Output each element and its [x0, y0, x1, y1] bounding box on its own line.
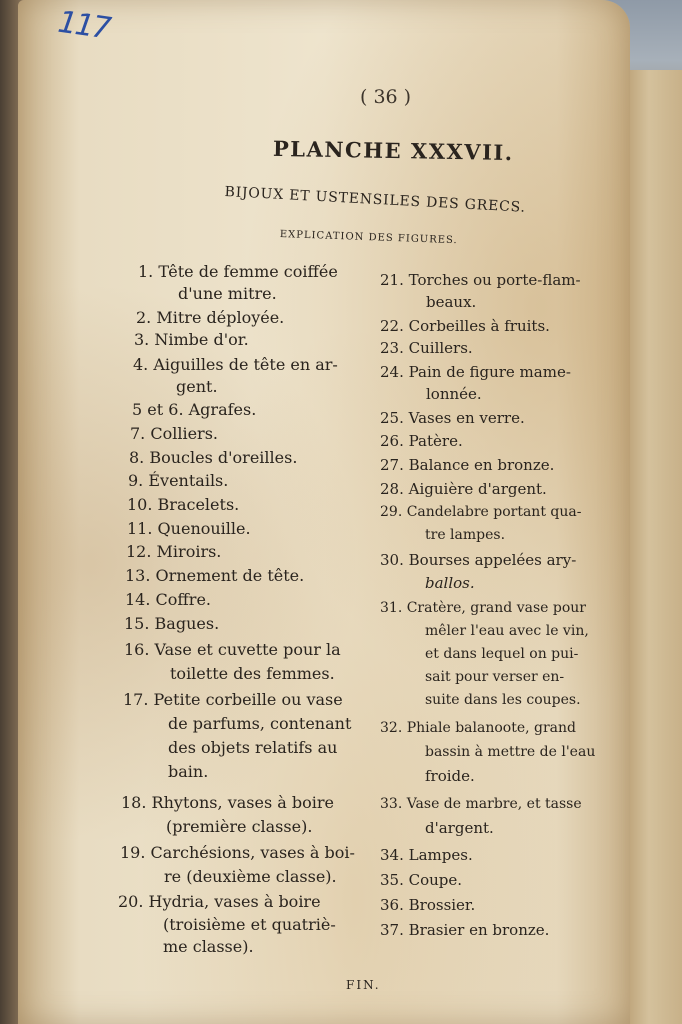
list-item-continuation: d'argent.	[425, 819, 494, 837]
list-item-continuation: (troisième et quatriè-	[163, 915, 336, 934]
list-item-continuation: des objets relatifs au	[168, 738, 338, 757]
list-item: 23. Cuillers.	[380, 339, 473, 357]
list-item: 20. Hydria, vases à boire	[118, 892, 321, 911]
list-item: 10. Bracelets.	[127, 495, 240, 514]
list-item: 29. Candelabre portant qua-	[380, 504, 582, 520]
list-item: 9. Éventails.	[128, 471, 229, 490]
list-item-continuation: de parfums, contenant	[168, 714, 352, 733]
list-item: 11. Quenouille.	[127, 519, 251, 538]
list-item-continuation: me classe).	[163, 937, 254, 956]
list-item: 15. Bagues.	[124, 614, 220, 633]
list-item-continuation: sait pour verser en-	[425, 669, 565, 685]
list-item: 24. Pain de figure mame-	[380, 363, 571, 381]
list-item: 19. Carchésions, vases à boi-	[120, 843, 355, 862]
page-number: ( 36 )	[360, 86, 412, 108]
list-item: 5 et 6. Agrafes.	[132, 400, 257, 419]
list-item-continuation: suite dans les coupes.	[425, 692, 581, 708]
book-page	[18, 0, 630, 1024]
list-item: 8. Boucles d'oreilles.	[129, 448, 298, 467]
list-item: 14. Coffre.	[125, 590, 211, 609]
list-item: 16. Vase et cuvette pour la	[124, 640, 341, 659]
list-item: 22. Corbeilles à fruits.	[380, 317, 550, 335]
list-item-continuation: d'une mitre.	[178, 284, 277, 303]
list-item-continuation: toilette des femmes.	[170, 664, 335, 683]
list-item: 37. Brasier en bronze.	[380, 921, 550, 939]
list-item-continuation: re (deuxième classe).	[164, 867, 337, 886]
list-item: 26. Patère.	[380, 432, 463, 450]
handwritten-annotation: 117	[55, 4, 112, 47]
list-item: 1. Tête de femme coiffée	[138, 262, 338, 281]
list-item: 2. Mitre déployée.	[136, 308, 285, 327]
list-item-continuation: gent.	[176, 377, 218, 396]
list-item-continuation: bain.	[168, 762, 209, 781]
list-item: 21. Torches ou porte-flam-	[380, 271, 581, 289]
list-item: 12. Miroirs.	[126, 542, 222, 561]
list-item: 30. Bourses appelées ary-	[380, 551, 577, 569]
list-item-continuation: (première classe).	[166, 817, 313, 836]
footer-fin: FIN.	[346, 978, 381, 992]
list-item-continuation: mêler l'eau avec le vin,	[425, 623, 589, 639]
list-item: 3. Nimbe d'or.	[134, 330, 249, 349]
plate-title: PLANCHE XXXVII.	[272, 135, 514, 166]
section-heading: EXPLICATION DES FIGURES.	[279, 229, 458, 247]
list-item-continuation: beaux.	[426, 293, 477, 311]
facing-page-edge	[622, 70, 682, 1024]
list-item: 28. Aiguière d'argent.	[380, 480, 547, 498]
list-item: 13. Ornement de tête.	[125, 566, 305, 585]
list-item: 31. Cratère, grand vase pour	[380, 600, 586, 616]
list-item: 4. Aiguilles de tête en ar-	[133, 355, 338, 374]
plate-subtitle: BIJOUX ET USTENSILES DES GRECS.	[224, 184, 527, 216]
list-item: 18. Rhytons, vases à boire	[121, 793, 334, 812]
list-item-continuation: ballos.	[425, 574, 475, 592]
list-item-continuation: bassin à mettre de l'eau	[425, 744, 596, 760]
list-item: 34. Lampes.	[380, 846, 473, 864]
list-item: 35. Coupe.	[380, 871, 463, 889]
list-item: 27. Balance en bronze.	[380, 456, 555, 474]
list-item: 25. Vases en verre.	[380, 409, 525, 427]
list-item-continuation: froide.	[425, 767, 475, 785]
list-item: 7. Colliers.	[130, 424, 218, 443]
list-item: 32. Phiale balanoote, grand	[380, 720, 576, 736]
list-item-continuation: lonnée.	[426, 385, 482, 403]
list-item-continuation: tre lampes.	[425, 527, 506, 543]
list-item: 33. Vase de marbre, et tasse	[380, 796, 582, 812]
list-item: 17. Petite corbeille ou vase	[123, 690, 343, 709]
list-item-continuation: et dans lequel on pui-	[425, 646, 579, 662]
list-item: 36. Brossier.	[380, 896, 476, 914]
